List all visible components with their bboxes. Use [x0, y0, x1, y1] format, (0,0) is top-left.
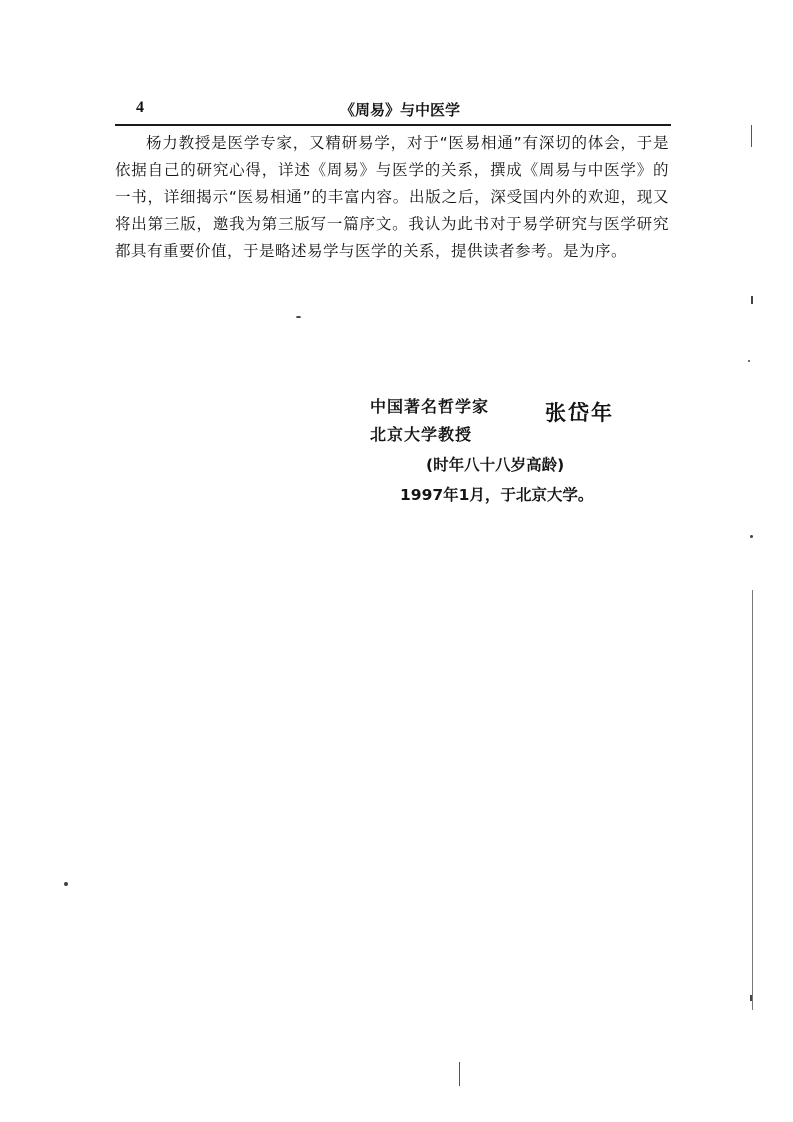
signature-name: 张岱年: [545, 401, 614, 425]
signature-title-2: 北京大学教授: [370, 425, 473, 444]
header-rule: [115, 124, 671, 126]
scan-speck: [296, 316, 301, 318]
page-number: 4: [136, 99, 144, 116]
signature-block: [370, 393, 670, 449]
signature-title-1: 中国著名哲学家: [370, 397, 490, 416]
signature-date-place: 1997年1月，于北京大学。: [400, 486, 594, 504]
signature-age-note: (时年八十八岁高龄): [426, 456, 565, 474]
scan-speck: [751, 296, 753, 304]
body-text: [115, 130, 669, 265]
scan-speck: [64, 882, 68, 886]
body-paragraph: 杨力教授是医学专家，又精研易学，对于“医易相通”有深切的体会，于是依据自己的研究心得，详述《周易》与医学的关系，撰成《周易与中医学》的一书，详细揭示“医易相通”的丰富内容。出版之后，深受国内外的欢迎，现又将出第三版，邀我为第三版写一篇序文。我认为此书对于易学研究与医学研究都具有重要价值，于是略述易学与医学的关系，提供读者参考。是为序。: [115, 134, 669, 260]
scan-speck: [750, 535, 753, 538]
running-title: 《周易》与中医学: [339, 101, 460, 119]
scan-speck: [748, 360, 750, 362]
scan-edge-line: [751, 125, 752, 147]
scan-edge-line: [752, 590, 753, 1010]
scan-fold-line: [459, 1062, 460, 1086]
scan-speck: [750, 995, 752, 1001]
